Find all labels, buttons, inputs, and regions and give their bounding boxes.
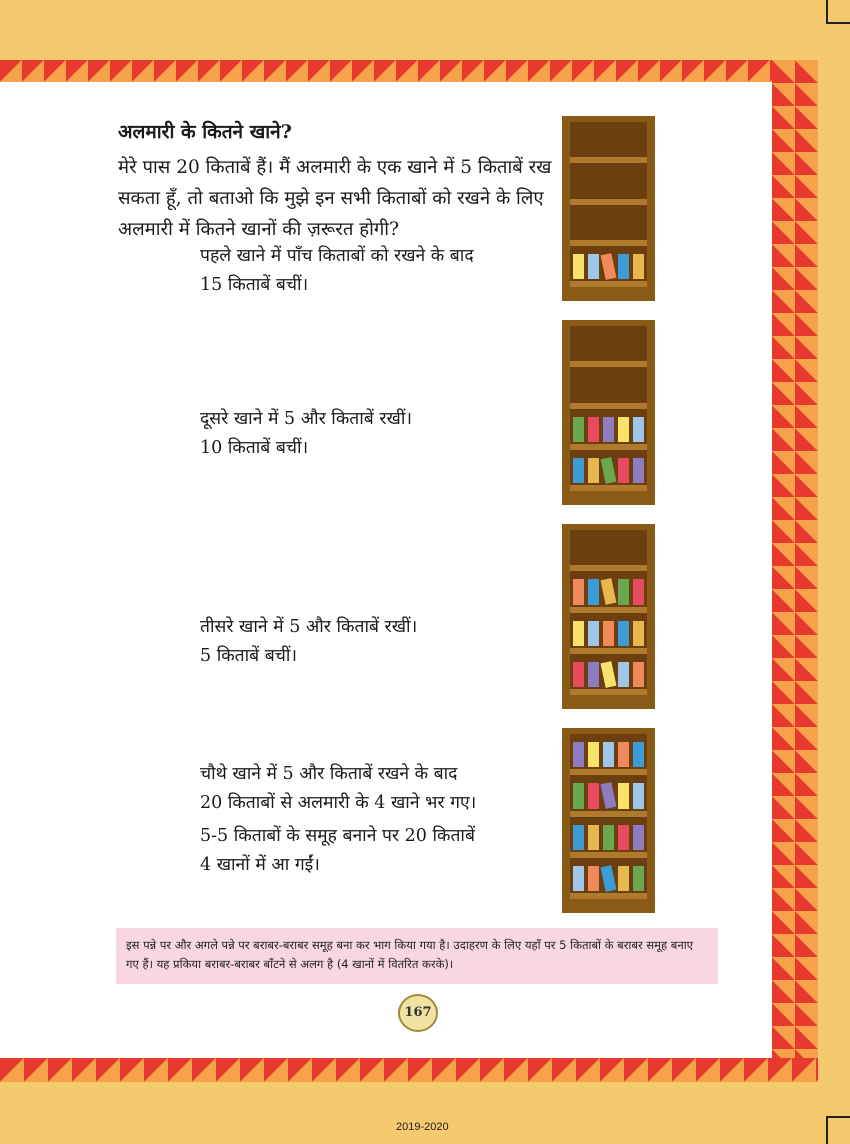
book [588, 458, 599, 483]
book [588, 662, 599, 687]
book [603, 742, 614, 767]
book [633, 866, 644, 891]
conclusion-line-1: 5-5 किताबों के समूह बनाने पर 20 किताबें [200, 826, 475, 846]
conclusion [200, 822, 475, 880]
bookshelf-interior [570, 530, 647, 695]
book [600, 457, 616, 484]
shelf-board [570, 689, 647, 695]
book [618, 417, 629, 442]
book [633, 783, 644, 808]
shelf-board [570, 565, 647, 571]
book [618, 254, 629, 279]
book [633, 742, 644, 767]
book [618, 579, 629, 604]
bookshelf-leg [562, 493, 570, 505]
step-1 [200, 242, 474, 300]
bookshelf-leg [647, 289, 655, 301]
book [588, 742, 599, 767]
step-4-line-1: चौथे खाने में 5 और किताबें रखने के बाद [200, 764, 458, 784]
shelf-board [570, 811, 647, 817]
book [588, 783, 599, 808]
book [618, 866, 629, 891]
shelf-board [570, 648, 647, 654]
book [633, 254, 644, 279]
book [618, 825, 629, 850]
bookshelf-interior [570, 734, 647, 899]
teacher-note: इस पन्ने पर और अगले पन्ने पर बराबर-बराबर समूह बना कर भाग किया गया है। उदाहरण के लिए यहाँ पर 5 किताबों के बराबर समूह बनाए गए हैं। यह प्रकिया बराबर-बराबर बाँटने से अलग है (4 खानों में वितरित करके)। [116, 928, 718, 984]
book [573, 254, 584, 279]
shelf-board [570, 769, 647, 775]
shelf-board [570, 485, 647, 491]
bookshelf-leg [647, 901, 655, 913]
shelf-board [570, 403, 647, 409]
bookshelf-leg [647, 493, 655, 505]
book [618, 458, 629, 483]
bookshelf-leg [562, 697, 570, 709]
book [603, 417, 614, 442]
book [573, 662, 584, 687]
step-3-line-1: तीसरे खाने में 5 और किताबें रखीं। [200, 617, 418, 637]
book [600, 782, 616, 809]
book [573, 825, 584, 850]
crop-mark-top-right [826, 0, 850, 24]
decorative-border-bottom [0, 1058, 818, 1082]
book [603, 621, 614, 646]
step-2-line-1: दूसरे खाने में 5 और किताबें रखीं। [200, 409, 412, 429]
step-2-line-2: 10 किताबें बचीं। [200, 438, 309, 458]
book [600, 253, 616, 280]
book [633, 417, 644, 442]
book [588, 254, 599, 279]
step-1-line-1: पहले खाने में पाँच किताबों को रखने के बाद [200, 246, 474, 266]
step-4 [200, 760, 476, 818]
book [573, 417, 584, 442]
book [573, 783, 584, 808]
intro-paragraph: मेरे पास 20 किताबें हैं। मैं अलमारी के एक खाने में 5 किताबें रख सकता हूँ, तो बताओ कि मुझे इन सभी किताबों को रखने के लिए अलमारी में कितने खानों की ज़रूरत होगी? [118, 157, 552, 240]
book [588, 579, 599, 604]
step-4-line-2: 20 किताबों से अलमारी के 4 खाने भर गए। [200, 793, 477, 813]
bookshelf-leg [647, 697, 655, 709]
step-1-line-2: 15 किताबें बचीं। [200, 275, 309, 295]
book [600, 865, 616, 892]
book [588, 866, 599, 891]
book [588, 417, 599, 442]
decorative-border-right [772, 60, 818, 1060]
book [573, 621, 584, 646]
book [600, 661, 616, 688]
shelf-board [570, 281, 647, 287]
book [600, 578, 616, 605]
page-number: 167 [398, 994, 438, 1032]
step-2 [200, 405, 412, 463]
shelf-board [570, 444, 647, 450]
book [633, 621, 644, 646]
decorative-border-top [0, 60, 818, 82]
bookshelf-2 [562, 320, 655, 505]
book [618, 783, 629, 808]
book [633, 662, 644, 687]
edition-year: 2019-2020 [396, 1121, 449, 1133]
shelf-board [570, 361, 647, 367]
book [603, 825, 614, 850]
book [573, 866, 584, 891]
bookshelf-interior [570, 326, 647, 491]
bookshelf-3 [562, 524, 655, 709]
book [633, 458, 644, 483]
book [573, 742, 584, 767]
page-title: अलमारी के कितने खाने? [118, 121, 292, 143]
step-3 [200, 613, 417, 671]
shelf-board [570, 852, 647, 858]
book [618, 662, 629, 687]
book [618, 742, 629, 767]
shelf-board [570, 199, 647, 205]
shelf-board [570, 157, 647, 163]
shelf-board [570, 893, 647, 899]
shelf-board [570, 607, 647, 613]
bookshelf-leg [562, 901, 570, 913]
bookshelf-leg [562, 289, 570, 301]
bookshelf-interior [570, 122, 647, 287]
book [573, 458, 584, 483]
bookshelf-1 [562, 116, 655, 301]
conclusion-line-2: 4 खानों में आ गईं। [200, 855, 320, 875]
step-3-line-2: 5 किताबें बचीं। [200, 646, 298, 666]
book [618, 621, 629, 646]
book [588, 825, 599, 850]
bookshelf-4 [562, 728, 655, 913]
book [573, 579, 584, 604]
shelf-board [570, 240, 647, 246]
book [588, 621, 599, 646]
book [633, 825, 644, 850]
book [633, 579, 644, 604]
